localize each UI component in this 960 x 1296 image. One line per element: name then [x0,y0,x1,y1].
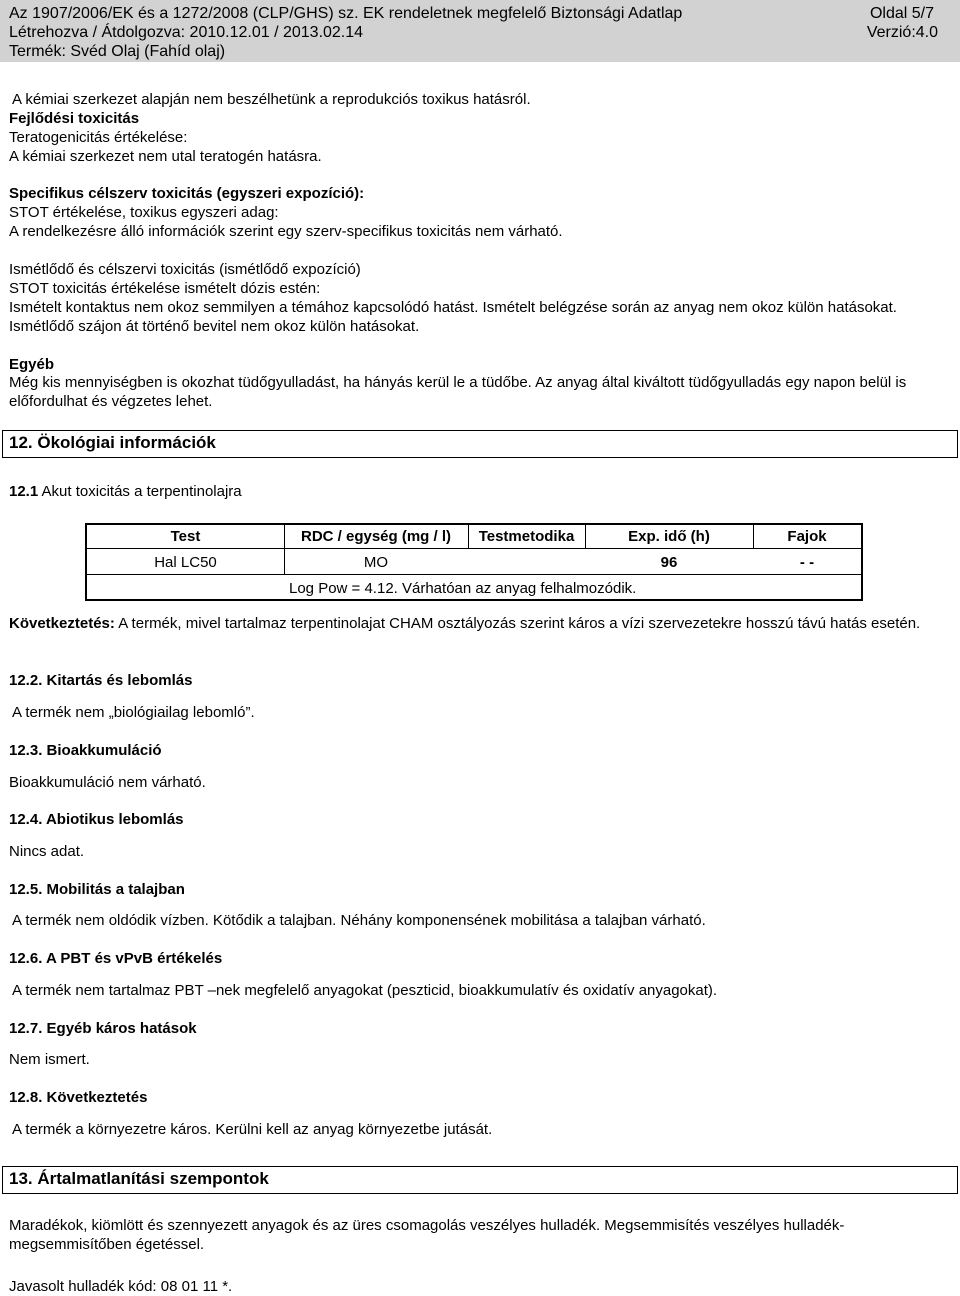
subsection-12-3-text: Bioakkumuláció nem várható. [9,774,206,791]
subsection-12-2-title: 12.2. Kitartás és lebomlás [9,672,193,689]
header-dates: Létrehozva / Átdolgozva: 2010.12.01 / 2013.02.14 [9,24,364,41]
section-12-header [2,430,958,458]
stot-single-text: A rendelkezésre álló információk szerint egy szerv-specifikus toxicitás nem várható. [9,223,563,240]
document-header [0,0,960,62]
table-cell-species: - - [799,554,815,571]
reproductive-toxicity-text: A kémiai szerkezet alapján nem beszélhetünk a reprodukciós toxikus hatásról. [12,91,531,108]
subsection-12-5-title: 12.5. Mobilitás a talajban [9,881,185,898]
subsection-12-8-text: A termék a környezetre káros. Kerülni kell az anyag környezetbe jutását. [12,1121,493,1138]
section-13-text: Maradékok, kiömlött és szennyezett anyagok és az üres csomagolás veszélyes hulladék. Megsemmisítés veszélyes hulladék-megsemmisítőben égetéssel. [9,1217,845,1253]
table-header-rdc: RDC / egység (mg / l) [300,528,452,545]
teratogenicity-label: Teratogenicitás értékelése: [9,129,188,146]
table-note: Log Pow = 4.12. Várhatóan az anyag felhalmozódik. [289,580,637,597]
toxicity-table [85,523,863,601]
stot-repeated-title: Ismétlődő és célszervi toxicitás (ismétlődő expozíció) [9,261,361,278]
subsection-12-6-text: A termék nem tartalmaz PBT –nek megfelelő anyagokat (peszticid, bioakkumulatív és oxidatív anyagokat). [12,982,718,999]
subsection-12-2-text: A termék nem „biológiailag lebomló”. [12,704,255,721]
table-cell-rdc: MO [363,554,389,571]
table-header-method: Testmetodika [478,528,575,545]
stot-repeated-text: Ismételt kontaktus nem okoz semmilyen a témához kapcsolódó hatást. Ismételt belégzése során az anyag nem okoz külön hatásokat. Ismétlődő szájon át történő bevitel nem okoz külön hatásokat. [9,299,897,335]
subsection-12-5-text: A termék nem oldódik vízben. Kötődik a talajban. Néhány komponensének mobilitása a talajban várható. [12,912,706,929]
subsection-12-4-text: Nincs adat. [9,843,85,860]
subsection-12-4-title: 12.4. Abiotikus lebomlás [9,811,184,828]
table-header-species: Fajok [787,528,827,545]
section-12-title: 12. Ökológiai információk [9,433,216,452]
subsection-12-3-title: 12.3. Bioakkumuláció [9,742,162,759]
subsection-12-6-title: 12.6. A PBT és vPvB értékelés [9,950,223,967]
stot-repeated-label: STOT toxicitás értékelése ismételt dózis estén: [9,280,321,297]
subsection-12-1-title: 12.1 Akut toxicitás a terpentinolajra [9,483,242,500]
header-product: Termék: Svéd Olaj (Fahíd olaj) [9,43,226,60]
stot-single-label: STOT értékelése, toxikus egyszeri adag: [9,204,279,221]
section-13-header [2,1166,958,1194]
conclusion-text: Következtetés: A termék, mivel tartalmaz terpentinolajat CHAM osztályozás szerint káros a vízi szervezetekre hosszú távú hatás esetén. [9,615,921,632]
other-title: Egyéb [9,356,55,373]
table-cell-test: Hal LC50 [154,554,217,571]
stot-single-title: Specifikus célszerv toxicitás (egyszeri expozíció): [9,185,365,202]
developmental-toxicity-title: Fejlődési toxicitás [9,110,140,127]
section-13-title: 13. Ártalmatlanítási szempontok [9,1169,269,1188]
header-page-number: Oldal 5/7 [869,5,934,22]
waste-code: Javasolt hulladék kód: 08 01 11 *. [9,1278,233,1295]
table-header-exposure: Exp. idő (h) [628,528,710,545]
subsection-12-7-title: 12.7. Egyéb káros hatások [9,1020,197,1037]
table-cell-exposure: 96 [660,554,678,571]
header-regulation: Az 1907/2006/EK és a 1272/2008 (CLP/GHS) sz. EK rendeletnek megfelelő Biztonsági Adatlap [9,5,683,22]
subsection-12-7-text: Nem ismert. [9,1051,90,1068]
table-header-test: Test [170,528,201,545]
teratogenicity-text: A kémiai szerkezet nem utal teratogén hatásra. [9,148,322,165]
header-version: Verzió:4.0 [866,24,938,41]
other-text: Még kis mennyiségben is okozhat tüdőgyulladást, ha hányás kerül le a tüdőbe. Az anyag által kiváltott tüdőgyulladás egy napon belül is előfordulhat és végzetes lehet. [9,374,907,410]
subsection-12-8-title: 12.8. Következtetés [9,1089,148,1106]
